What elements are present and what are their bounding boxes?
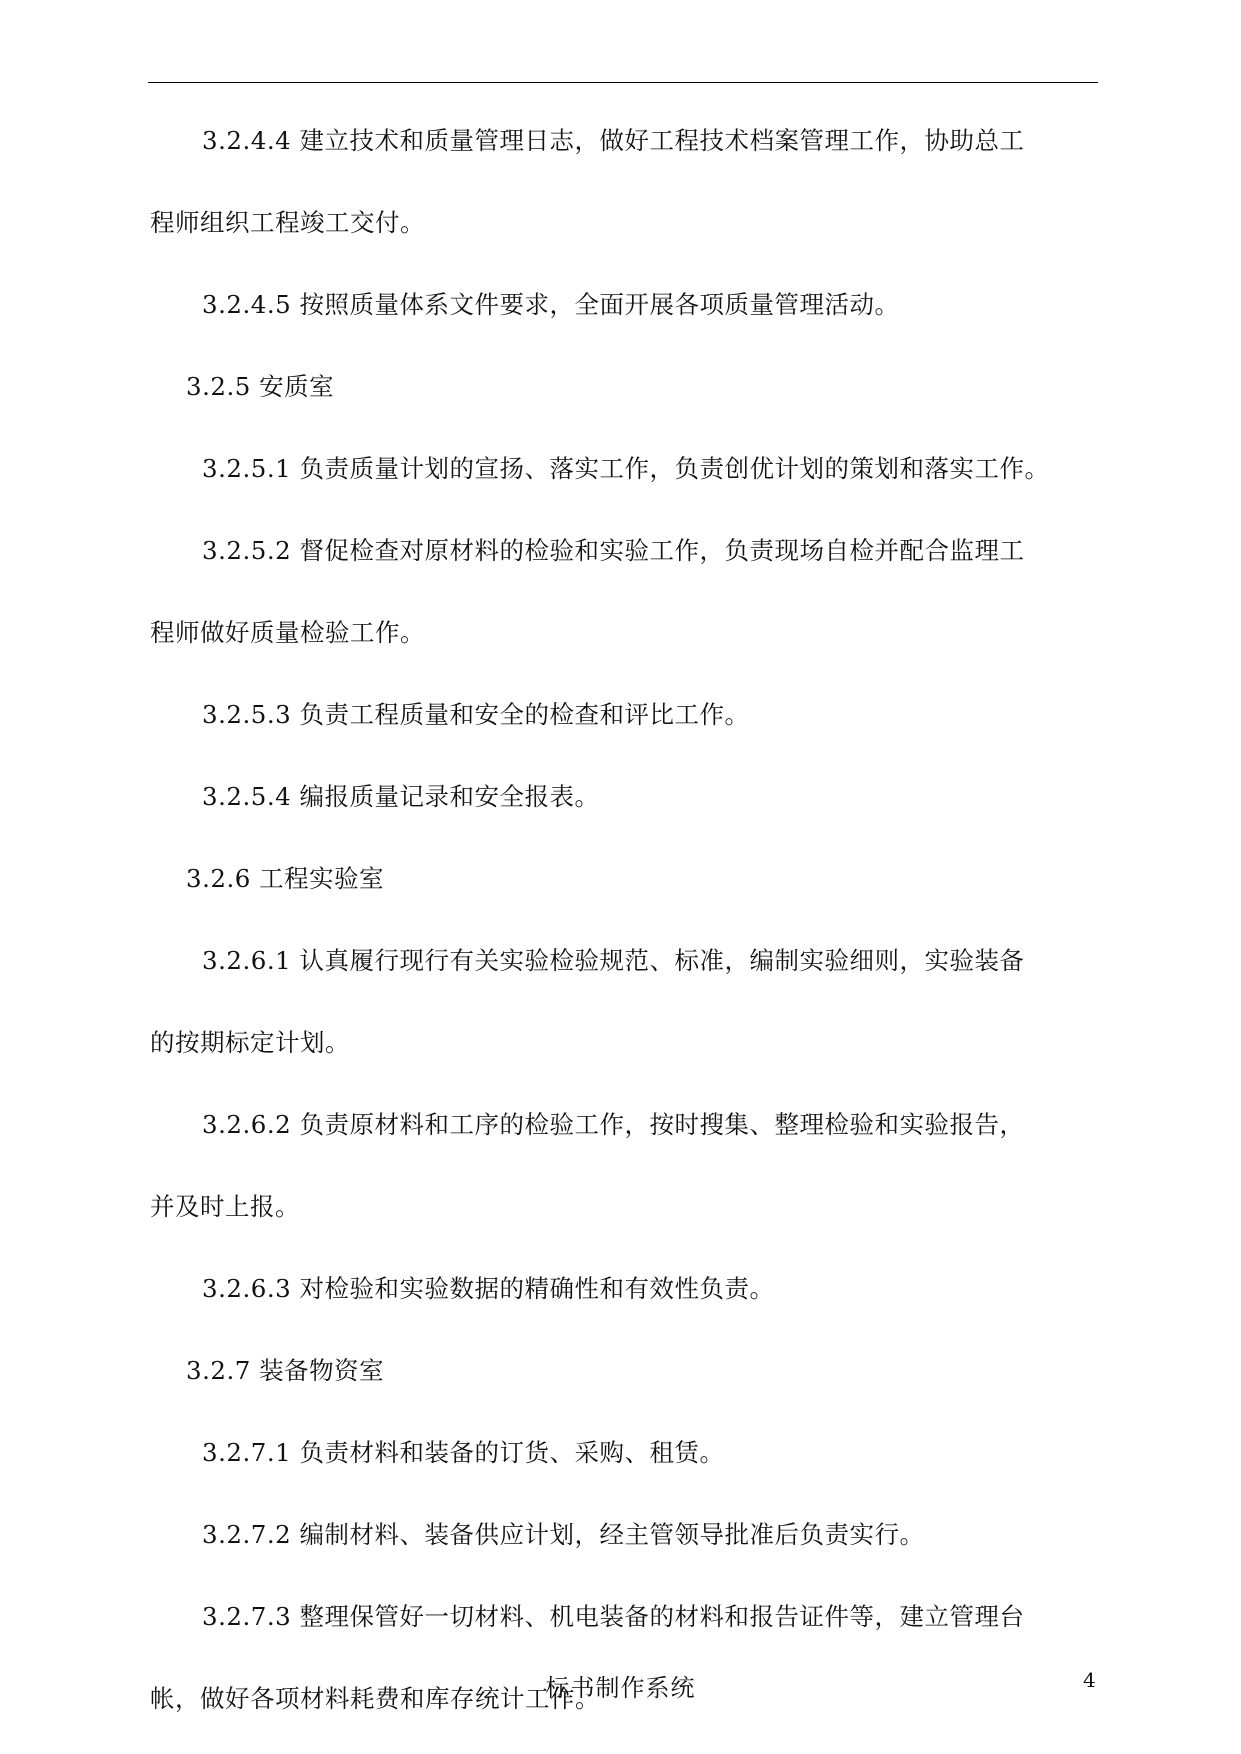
paragraph-3-2-7-1: 3.2.7.1 负责材料和装备的订货、采购、租赁。 <box>202 1438 725 1467</box>
document-body <box>150 100 1095 1740</box>
paragraph-3-2-6-2: 3.2.6.2 负责原材料和工序的检验工作，按时搜集、整理检验和实验报告， 并及时上报。 <box>150 1110 1025 1221</box>
paragraph-3-2-5-2: 3.2.5.2 督促检查对原材料的检验和实验工作，负责现场自检并配合监理工 程师做好质量检验工作。 <box>150 536 1025 647</box>
page-number: 4 <box>1083 1668 1096 1692</box>
paragraph-3-2-4-5: 3.2.4.5 按照质量体系文件要求，全面开展各项质量管理活动。 <box>202 290 900 319</box>
paragraph-3-2-6-1: 3.2.6.1 认真履行现行有关实验检验规范、标准，编制实验细则，实验装备 的按期标定计划。 <box>150 946 1025 1057</box>
paragraph-3-2-5-1: 3.2.5.1 负责质量计划的宣扬、落实工作，负责创优计划的策划和落实工作。 <box>202 454 1050 483</box>
section-heading-3-2-7: 3.2.7 装备物资室 <box>186 1356 385 1385</box>
paragraph-3-2-5-4: 3.2.5.4 编报质量记录和安全报表。 <box>202 782 600 811</box>
paragraph-3-2-7-2: 3.2.7.2 编制材料、装备供应计划，经主管领导批准后负责实行。 <box>202 1520 925 1549</box>
section-heading-3-2-6: 3.2.6 工程实验室 <box>186 864 385 893</box>
paragraph-3-2-7-3: 3.2.7.3 整理保管好一切材料、机电装备的材料和报告证件等，建立管理台 帐，做好各项材料耗费和库存统计工作。 <box>150 1602 1025 1713</box>
paragraph-3-2-4-4: 3.2.4.4 建立技术和质量管理日志，做好工程技术档案管理工作，协助总工 程师组织工程竣工交付。 <box>150 126 1025 237</box>
section-heading-3-2-5: 3.2.5 安质室 <box>186 372 335 401</box>
footer-title: 标书制作系统 <box>545 1674 696 1702</box>
header-rule <box>148 82 1098 83</box>
paragraph-3-2-5-3: 3.2.5.3 负责工程质量和安全的检查和评比工作。 <box>202 700 750 729</box>
paragraph-3-2-6-3: 3.2.6.3 对检验和实验数据的精确性和有效性负责。 <box>202 1274 775 1303</box>
